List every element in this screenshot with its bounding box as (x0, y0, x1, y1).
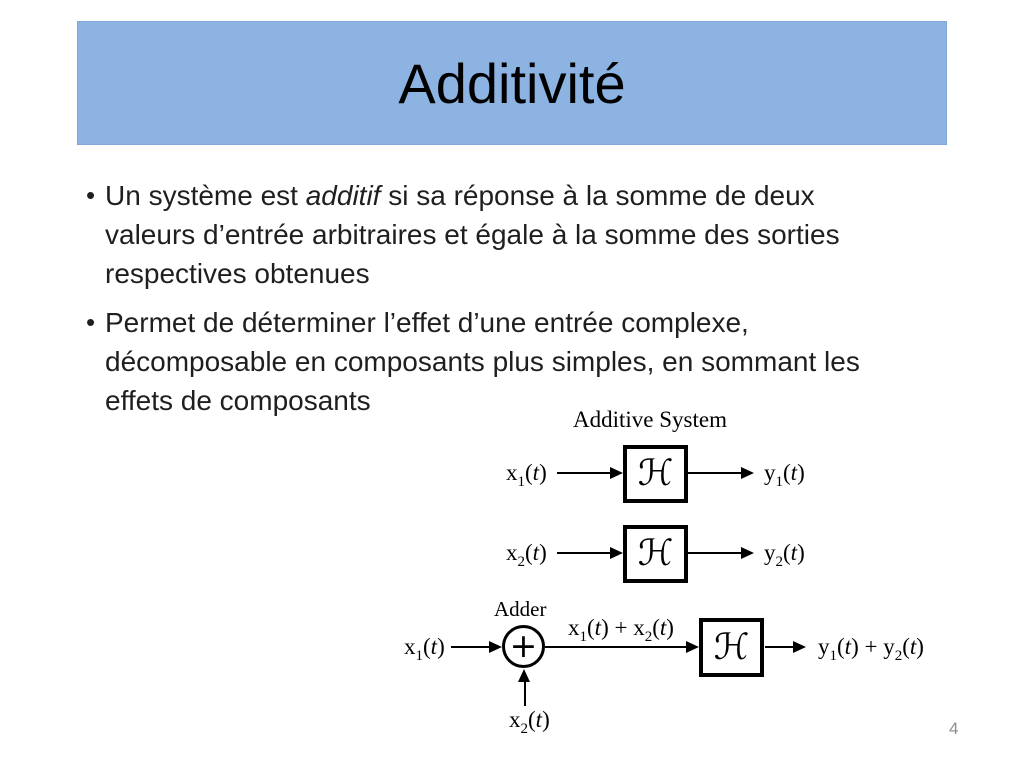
list-item (77, 176, 860, 293)
system-block-3 (699, 618, 764, 677)
system-operator-symbol: ℋ (713, 626, 750, 668)
bullet-line (105, 342, 860, 381)
bullet-line-text: respectives obtenues (105, 258, 370, 289)
bullet-line-emphasis: additif (305, 180, 381, 211)
bullet-marker: • (86, 307, 96, 337)
signal-label-y1: $y_1(t)$ (764, 460, 805, 490)
arrowhead-icon (741, 467, 754, 479)
arrowhead-icon (686, 641, 699, 653)
plus-icon: + (509, 625, 538, 665)
adder-label: Adder (494, 597, 547, 621)
arrowhead-icon (793, 641, 806, 653)
system-block-1 (623, 445, 688, 503)
page-number: 4 (949, 719, 959, 738)
page-title: Additivité (398, 51, 626, 115)
flow-line (451, 646, 489, 648)
flow-line (765, 646, 793, 648)
diagram-caption: Additive System (573, 407, 727, 432)
bullet-line (105, 303, 860, 342)
signal-label-y2: $y_2(t)$ (764, 540, 805, 570)
signal-label-sum-input: $x_1(t) + x_2(t)$ (568, 615, 674, 645)
signal-label-x2: $x_2(t)$ (509, 707, 550, 737)
bullet-line-text: Permet de déterminer l’effet d’une entrée complexe, (105, 307, 749, 338)
arrowhead-icon (741, 547, 754, 559)
bullet-line-text: Un système est (105, 180, 306, 211)
list-item (77, 303, 860, 420)
arrowhead-icon (489, 641, 502, 653)
bullet-text (105, 176, 840, 293)
bullet-marker: • (86, 180, 96, 210)
bullet-line (105, 381, 860, 420)
system-block-2 (623, 525, 688, 583)
bullet-line (105, 215, 840, 254)
signal-label-sum-output: $y_1(t) + y_2(t)$ (818, 634, 924, 664)
bullet-line (105, 176, 840, 215)
system-operator-symbol: ℋ (637, 453, 674, 494)
flow-line (688, 472, 741, 474)
flow-line-vertical (524, 682, 526, 706)
bullet-list (77, 176, 860, 420)
signal-label-x2: $x_2(t)$ (506, 540, 547, 570)
bullet-text (105, 303, 860, 420)
flow-line (557, 552, 611, 554)
flow-line (557, 472, 611, 474)
bullet-line-text: si sa réponse à la somme de deux (380, 180, 815, 211)
signal-label-x1: $x_1(t)$ (404, 634, 445, 664)
flow-line (688, 552, 741, 554)
bullet-line-text: valeurs d’entrée arbitraires et égale à la somme des sorties (105, 219, 840, 250)
adder-node (502, 625, 545, 668)
bullet-line (105, 254, 840, 293)
bullet-line-text: décomposable en composants plus simples, en sommant les (105, 346, 860, 377)
arrowhead-icon (610, 547, 623, 559)
arrowhead-icon (610, 467, 623, 479)
arrowhead-up-icon (518, 669, 530, 682)
bullet-line-text: effets de composants (105, 385, 371, 416)
title-bar (77, 21, 947, 145)
signal-label-x1: $x_1(t)$ (506, 460, 547, 490)
system-operator-symbol: ℋ (637, 533, 674, 574)
